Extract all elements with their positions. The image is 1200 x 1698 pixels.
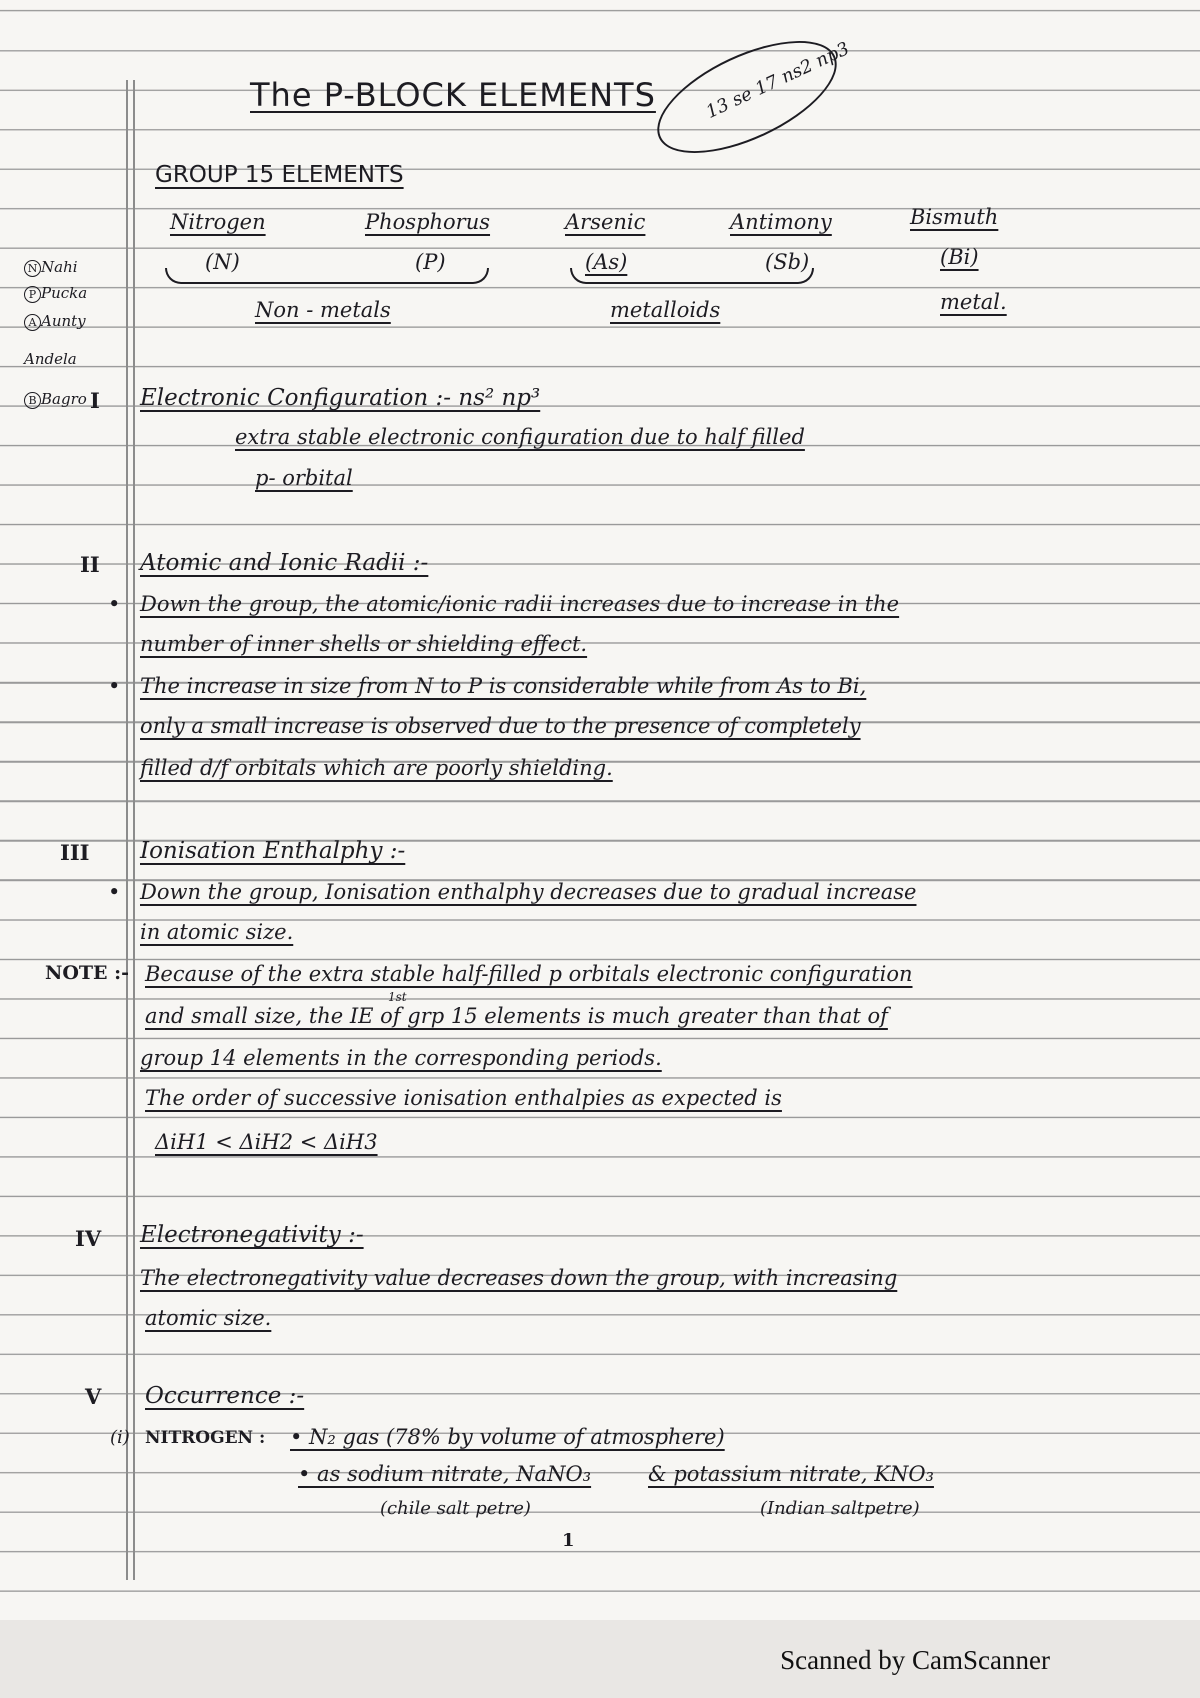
element-symbol-p: (P) — [415, 250, 446, 274]
occurrence-line-2a: • as sodium nitrate, NaNO₃ — [298, 1462, 592, 1486]
scanner-watermark: Scanned by CamScanner — [780, 1645, 1050, 1675]
brace-nonmetals — [165, 268, 489, 284]
element-symbol-as: (As) — [585, 250, 628, 274]
class-nonmetals: Non - metals — [255, 298, 391, 322]
section-number-1: I — [90, 388, 100, 413]
occurrence-caption-2: (Indian saltpetre) — [760, 1498, 920, 1519]
section-number-4: IV — [75, 1226, 102, 1251]
section-2-bullet-2a: The increase in size from N to P is considerable while from As to Bi, — [140, 674, 867, 698]
section-number-5: V — [85, 1384, 102, 1409]
element-name-arsenic: Arsenic — [565, 210, 646, 234]
margin-note-1: N Nahi — [24, 258, 78, 277]
section-2-bullet-2c: filled d/f orbitals which are poorly shielding. — [140, 756, 613, 780]
section-2-bullet-1a: Down the group, the atomic/ionic radii increases due to increase in the — [140, 592, 900, 616]
occurrence-caption-1: (chile salt petre) — [380, 1498, 531, 1519]
note-label: NOTE :- — [45, 962, 130, 984]
section-number-2: II — [80, 552, 100, 577]
section-4-line-1: The electronegativity value decreases down the group, with increasing — [140, 1266, 898, 1290]
element-symbol-n: (N) — [205, 250, 240, 274]
page-number: 1 — [562, 1530, 575, 1551]
bullet-icon: • — [108, 674, 121, 698]
section-3-bullet-1b: in atomic size. — [140, 920, 294, 944]
section-heading-2: Atomic and Ionic Radii :- — [140, 550, 429, 576]
section-heading-5: Occurrence :- — [145, 1383, 305, 1409]
circle-p-icon: P — [24, 286, 41, 303]
margin-line-left — [126, 80, 128, 1580]
note-line-4: The order of successive ionisation enthalpies as expected is — [145, 1086, 782, 1110]
margin-note-3: A Aunty — [24, 312, 86, 331]
section-3-bullet-1a: Down the group, Ionisation enthalphy decreases due to gradual increase — [140, 880, 917, 904]
class-metalloids: metalloids — [610, 298, 721, 322]
section-number-3: III — [60, 840, 90, 865]
element-name-phosphorus: Phosphorus — [365, 210, 491, 234]
group-heading: GROUP 15 ELEMENTS — [155, 162, 404, 188]
occurrence-line-1: • N₂ gas (78% by volume of atmosphere) — [290, 1425, 725, 1449]
margin-line-right — [133, 80, 135, 1580]
section-4-line-2: atomic size. — [145, 1306, 272, 1330]
page-title: The P-BLOCK ELEMENTS — [250, 76, 656, 114]
note-superscript: 1st — [388, 990, 407, 1004]
note-line-5: ΔiH1 < ΔiH2 < ΔiH3 — [155, 1130, 378, 1154]
note-line-1: Because of the extra stable half-filled p orbitals electronic configuration — [145, 962, 913, 986]
margin-note-5: B Bagro — [24, 390, 87, 409]
element-name-antimony: Antimony — [730, 210, 832, 234]
section-heading-4: Electronegativity :- — [140, 1222, 364, 1248]
occurrence-line-2b: & potassium nitrate, KNO₃ — [648, 1462, 934, 1486]
element-name-nitrogen: Nitrogen — [170, 210, 266, 234]
element-symbol-bi: (Bi) — [940, 245, 979, 269]
corner-note: 13 se 17 ns2 np3 — [702, 38, 853, 123]
section-1-line-2: p- orbital — [255, 466, 353, 490]
circle-b-icon: B — [24, 392, 41, 409]
occurrence-label-nitrogen: NITROGEN : — [145, 1428, 266, 1448]
class-metal: metal. — [940, 290, 1007, 314]
element-symbol-sb: (Sb) — [765, 250, 810, 274]
margin-note-2: P Pucka — [24, 284, 87, 303]
margin-note-4: Andela — [24, 350, 77, 368]
note-line-2: and small size, the IE of grp 15 elements is much greater than that of — [145, 1004, 888, 1028]
section-2-bullet-1b: number of inner shells or shielding effect. — [140, 632, 588, 656]
occurrence-item-number: (i) — [110, 1427, 130, 1448]
section-2-bullet-2b: only a small increase is observed due to the presence of completely — [140, 714, 861, 738]
bullet-icon: • — [108, 592, 121, 616]
bullet-icon: • — [108, 880, 121, 904]
circle-a-icon: A — [24, 314, 41, 331]
section-heading-3: Ionisation Enthalphy :- — [140, 838, 406, 864]
note-line-3: group 14 elements in the corresponding periods. — [140, 1046, 662, 1070]
section-1-line-1: extra stable electronic configuration due to half filled — [235, 425, 805, 449]
section-heading-1: Electronic Configuration :- ns² np³ — [140, 385, 541, 411]
circle-n-icon: N — [24, 260, 41, 277]
brace-metalloids — [570, 268, 814, 284]
element-name-bismuth: Bismuth — [910, 205, 999, 229]
